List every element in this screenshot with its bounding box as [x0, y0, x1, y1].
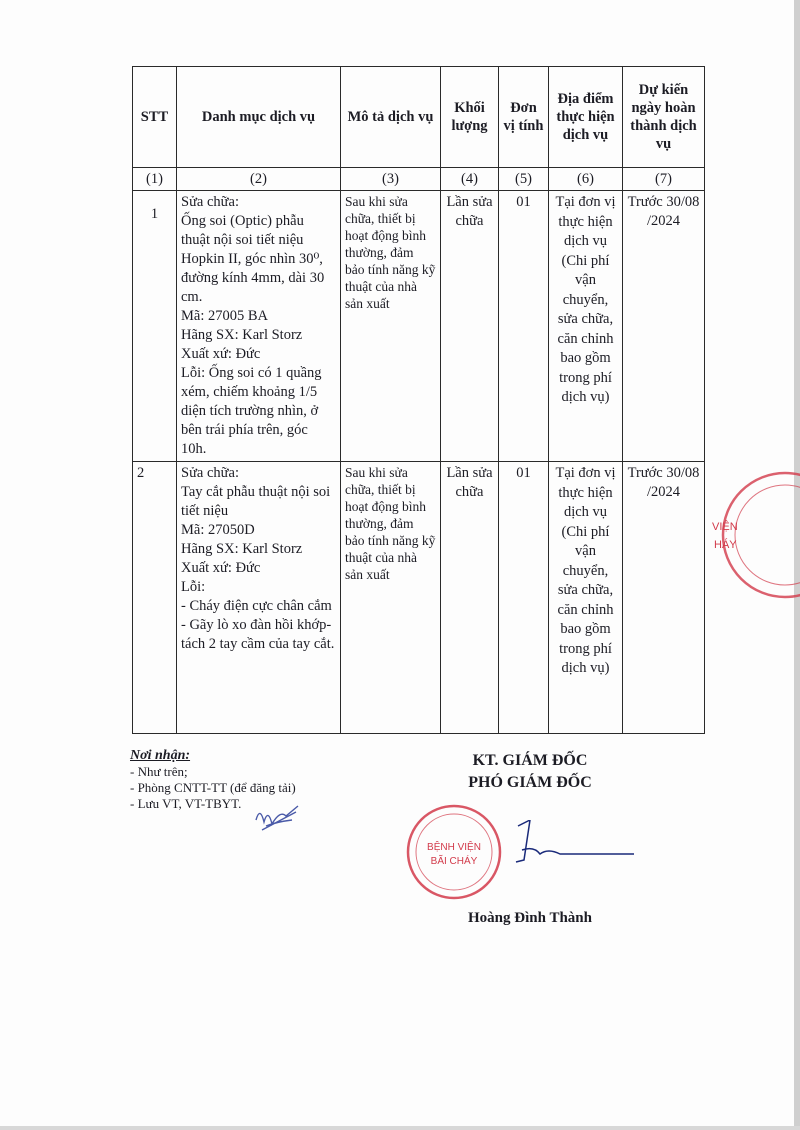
row-service-item	[177, 462, 341, 734]
seal-stamp-partial	[690, 460, 800, 610]
service-table	[132, 66, 705, 734]
col-num: (5)	[499, 168, 549, 191]
signer-title-1: KT. GIÁM ĐỐC	[472, 752, 588, 769]
col-num: (6)	[549, 168, 623, 191]
row-unit: 01	[499, 191, 549, 462]
row-description: Sau khi sửa chữa, thiết bị hoạt động bình thường, đảm bảo tính năng kỹ thuật của nhà sản xuất	[341, 462, 441, 734]
item-line: Lỗi: Ống soi có 1 quầng xém, chiếm khoảng 1/5 diện tích trường nhìn, ở bên trái phía trên, góc 10h.	[181, 365, 322, 457]
col-num: (4)	[441, 168, 499, 191]
row-description: Sau khi sửa chữa, thiết bị hoạt động bình thường, đảm bảo tính năng kỹ thuật của nhà sản xuất	[341, 191, 441, 462]
header-location: Địa điểm thực hiện dịch vụ	[549, 67, 623, 168]
column-number-row	[133, 168, 705, 191]
header-stt: STT	[133, 67, 177, 168]
col-num: (3)	[341, 168, 441, 191]
col-num: (2)	[177, 168, 341, 191]
recipients-title: Nơi nhận:	[130, 748, 191, 763]
header-unit: Đơn vị tính	[499, 67, 549, 168]
item-line: Hãng SX: Karl Storz	[181, 541, 303, 557]
row-quantity: Lần sửa chữa	[441, 462, 499, 734]
handwritten-signature	[500, 820, 650, 880]
initials-mark	[252, 800, 302, 836]
recipient-item: - Phòng CNTT-TT (để đăng tải)	[130, 780, 296, 795]
signer-title-2: PHÓ GIÁM ĐỐC	[468, 774, 592, 791]
scan-edge-bottom	[0, 1126, 800, 1130]
item-line: Tay cắt phẫu thuật nội soi tiết niệu	[181, 484, 331, 519]
signature-block	[420, 750, 640, 794]
header-description: Mô tả dịch vụ	[341, 67, 441, 168]
row-quantity: Lần sửa chữa	[441, 191, 499, 462]
svg-text:HÁY: HÁY	[714, 539, 737, 551]
item-line: Xuất xứ: Đức	[181, 346, 261, 362]
header-service-list: Danh mục dịch vụ	[177, 67, 341, 168]
recipient-item: - Như trên;	[130, 764, 188, 779]
table-row	[133, 191, 705, 462]
item-line: Lỗi:	[181, 579, 206, 595]
row-stt: 2	[133, 462, 177, 734]
signer-name: Hoàng Đình Thành	[468, 910, 592, 926]
row-unit: 01	[499, 462, 549, 734]
row-location: Tại đơn vị thực hiện dịch vụ (Chi phí vận chuyển, sửa chữa, căn chỉnh bao gồm trong phí dịch vụ)	[549, 191, 623, 462]
row-deadline: Trước 30/08 /2024	[623, 191, 705, 462]
item-line: Mã: 27005 BA	[181, 308, 268, 324]
col-num: (1)	[133, 168, 177, 191]
hospital-seal-stamp	[392, 800, 512, 900]
item-line: Sửa chữa:	[181, 194, 239, 210]
header-deadline: Dự kiến ngày hoàn thành dịch vụ	[623, 67, 705, 168]
stamp-text-2: BÃI CHÁY	[430, 856, 478, 867]
svg-text:VIỆN: VIỆN	[712, 521, 738, 533]
col-num: (7)	[623, 168, 705, 191]
stamp-text-1: BỆNH VIỆN	[427, 842, 481, 853]
item-line: Mã: 27050D	[181, 522, 255, 538]
header-row	[133, 67, 705, 168]
row-location: Tại đơn vị thực hiện dịch vụ (Chi phí vận chuyển, sửa chữa, căn chỉnh bao gồm trong phí dịch vụ)	[549, 462, 623, 734]
item-line: Ống soi (Optic) phẫu thuật nội soi tiết niệu Hopkin II, góc nhìn 30⁰, đường kính 4mm, dài 30 cm.	[181, 213, 325, 305]
recipient-item: - Lưu VT, VT-TBYT.	[130, 796, 242, 811]
table-row	[133, 462, 705, 734]
item-line: Xuất xứ: Đức	[181, 560, 261, 576]
item-line: - Gãy lò xo đàn hồi khớp- tách 2 tay cầm của tay cắt.	[181, 617, 335, 652]
row-deadline: Trước 30/08 /2024	[623, 462, 705, 734]
item-line: Hãng SX: Karl Storz	[181, 327, 303, 343]
row-service-item	[177, 191, 341, 462]
item-line: Sửa chữa:	[181, 465, 239, 481]
item-line: - Cháy điện cực chân cắm	[181, 598, 332, 614]
header-quantity: Khối lượng	[441, 67, 499, 168]
row-stt: 1	[133, 191, 177, 462]
